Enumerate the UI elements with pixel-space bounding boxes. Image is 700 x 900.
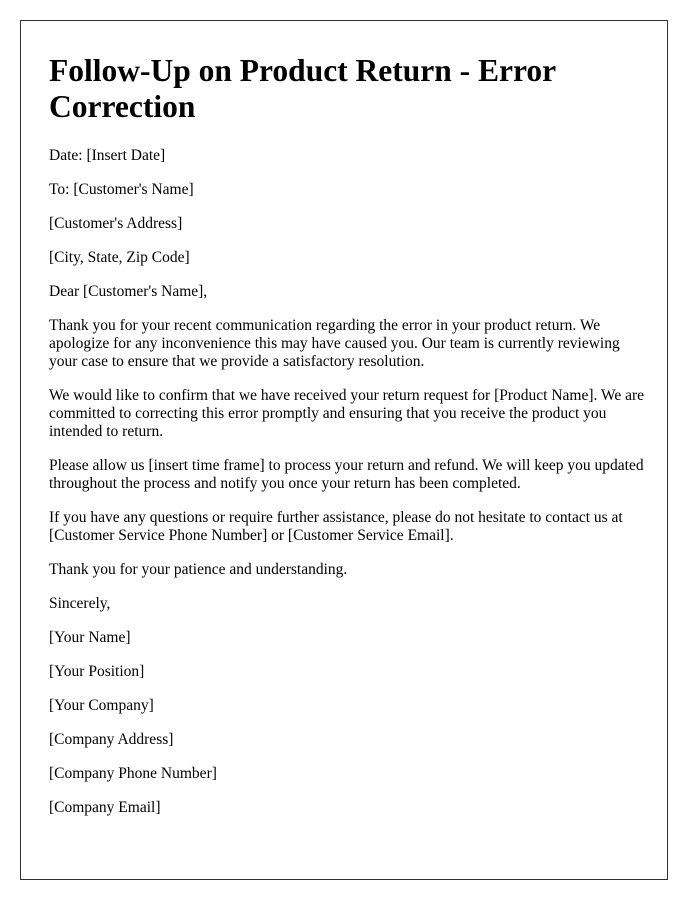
signature-position: [Your Position] (49, 663, 145, 680)
signature-name: [Your Name] (49, 629, 131, 646)
signature-company: [Your Company] (49, 697, 154, 714)
recipient-city-line: [City, State, Zip Code] (49, 249, 190, 266)
body-paragraph-confirmation: We would like to confirm that we have received your return request for [Product Name]. We are committed to correcting this error promptly and ensuring that you receive the product you intended to return. (49, 387, 645, 440)
date-line: Date: [Insert Date] (49, 147, 166, 164)
closing: Sincerely, (49, 595, 111, 612)
recipient-name-line: To: [Customer's Name] (49, 181, 194, 198)
body-paragraph-apology: Thank you for your recent communication regarding the error in your product return. We apologize for any inconvenience this may have caused you. Our team is currently reviewing your case to ensure that we provide a satisfactory resolution. (49, 317, 620, 370)
body-paragraph-timeframe: Please allow us [insert time frame] to process your return and refund. We will keep you updated throughout the process and notify you once your return has been completed. (49, 457, 644, 492)
signature-company-address: [Company Address] (49, 731, 174, 748)
salutation: Dear [Customer's Name], (49, 283, 208, 300)
signature-company-phone: [Company Phone Number] (49, 765, 217, 782)
letter-page (20, 20, 668, 880)
letter-title: Follow-Up on Product Return - Error Correction (49, 53, 556, 124)
body-paragraph-contact: If you have any questions or require further assistance, please do not hesitate to contact us at [Customer Service Phone Number] or [Customer Service Email]. (49, 509, 623, 544)
body-paragraph-thanks: Thank you for your patience and understanding. (49, 561, 348, 578)
recipient-address-line: [Customer's Address] (49, 215, 183, 232)
signature-company-email: [Company Email] (49, 799, 161, 816)
